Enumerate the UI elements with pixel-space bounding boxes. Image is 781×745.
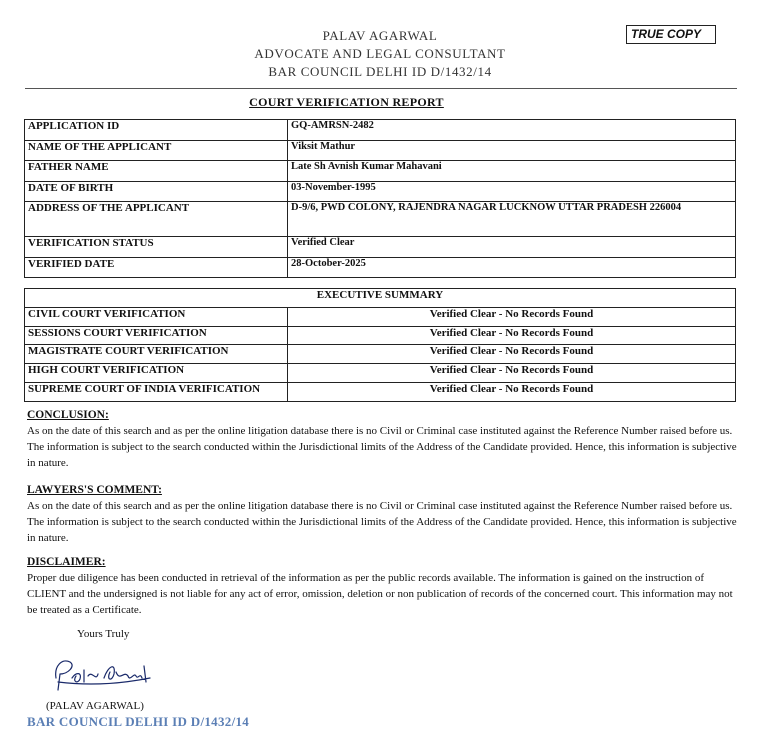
table-row bbox=[25, 257, 736, 278]
info-label: VERIFICATION STATUS bbox=[25, 237, 288, 258]
conclusion-section bbox=[27, 407, 739, 471]
lawyers-comment-text: As on the date of this search and as per the online litigation database there is no Civil or Criminal case instituted against the Reference Number raised before us. The information is subject to the search conducted within the Jurisdictional limits of the Address of the Candidate provided. Hence, this information is subjective in nature. bbox=[27, 500, 737, 544]
lawyers-comment-section bbox=[27, 482, 739, 546]
table-row bbox=[25, 364, 736, 383]
summary-title: EXECUTIVE SUMMARY bbox=[25, 289, 736, 308]
true-copy-stamp: TRUE COPY bbox=[626, 25, 716, 44]
summary-label: CIVIL COURT VERIFICATION bbox=[25, 307, 288, 326]
letterhead-bar-id: BAR COUNCIL DELHI ID D/1432/14 bbox=[268, 64, 492, 79]
table-row bbox=[25, 326, 736, 345]
info-value: GQ-AMRSN-2482 bbox=[288, 120, 736, 141]
summary-label: SESSIONS COURT VERIFICATION bbox=[25, 326, 288, 345]
info-value: D-9/6, PWD COLONY, RAJENDRA NAGAR LUCKNOW UTTAR PRADESH 226004 bbox=[288, 202, 736, 237]
table-row bbox=[25, 161, 736, 182]
table-row bbox=[25, 289, 736, 308]
info-label: FATHER NAME bbox=[25, 161, 288, 182]
table-row bbox=[25, 382, 736, 401]
table-row bbox=[25, 307, 736, 326]
table-row bbox=[25, 345, 736, 364]
disclaimer-section bbox=[27, 554, 739, 618]
report-title: COURT VERIFICATION REPORT bbox=[249, 95, 444, 109]
info-value: Verified Clear bbox=[288, 237, 736, 258]
summary-value: Verified Clear - No Records Found bbox=[288, 382, 736, 401]
header-divider bbox=[25, 88, 737, 89]
info-label: NAME OF THE APPLICANT bbox=[25, 140, 288, 161]
info-value: 28-October-2025 bbox=[288, 257, 736, 278]
letterhead-name: PALAV AGARWAL bbox=[322, 28, 438, 43]
info-value: Late Sh Avnish Kumar Mahavani bbox=[288, 161, 736, 182]
info-label: VERIFIED DATE bbox=[25, 257, 288, 278]
table-row bbox=[25, 120, 736, 141]
summary-value: Verified Clear - No Records Found bbox=[288, 307, 736, 326]
summary-label: SUPREME COURT OF INDIA VERIFICATION bbox=[25, 382, 288, 401]
signature-image bbox=[50, 652, 160, 694]
executive-summary-table bbox=[24, 288, 736, 402]
summary-label: MAGISTRATE COURT VERIFICATION bbox=[25, 345, 288, 364]
letterhead-designation: ADVOCATE AND LEGAL CONSULTANT bbox=[254, 46, 506, 61]
disclaimer-heading: DISCLAIMER: bbox=[27, 556, 106, 568]
table-row bbox=[25, 140, 736, 161]
disclaimer-text: Proper due diligence has been conducted in retrieval of the information as per the public records available. The information is gained on the instruction of CLIENT and the undersigned is not liable for any act of error, omission, deletion or non publication of records of the concerned court. This information may not be treated as a Certificate. bbox=[27, 572, 733, 616]
conclusion-text: As on the date of this search and as per the online litigation database there is no Civil or Criminal case instituted against the Reference Number raised before us. The information is subject to the search conducted within the Jurisdictional limits of the Address of the Candidate provided. Hence, this information is subjective in nature. bbox=[27, 425, 737, 469]
signatory-bar-id: BAR COUNCIL DELHI ID D/1432/14 bbox=[27, 714, 250, 729]
conclusion-heading: CONCLUSION: bbox=[27, 409, 109, 421]
table-row bbox=[25, 202, 736, 237]
closing-text: Yours Truly bbox=[77, 628, 130, 640]
info-label: ADDRESS OF THE APPLICANT bbox=[25, 202, 288, 237]
info-label: DATE OF BIRTH bbox=[25, 181, 288, 202]
summary-value: Verified Clear - No Records Found bbox=[288, 326, 736, 345]
table-row bbox=[25, 237, 736, 258]
lawyers-comment-heading: LAWYERS'S COMMENT: bbox=[27, 484, 162, 496]
info-value: 03-November-1995 bbox=[288, 181, 736, 202]
info-value: Viksit Mathur bbox=[288, 140, 736, 161]
signatory-name: (PALAV AGARWAL) bbox=[46, 700, 144, 712]
summary-value: Verified Clear - No Records Found bbox=[288, 364, 736, 383]
summary-label: HIGH COURT VERIFICATION bbox=[25, 364, 288, 383]
applicant-info-table bbox=[24, 119, 736, 278]
summary-value: Verified Clear - No Records Found bbox=[288, 345, 736, 364]
table-row bbox=[25, 181, 736, 202]
info-label: APPLICATION ID bbox=[25, 120, 288, 141]
